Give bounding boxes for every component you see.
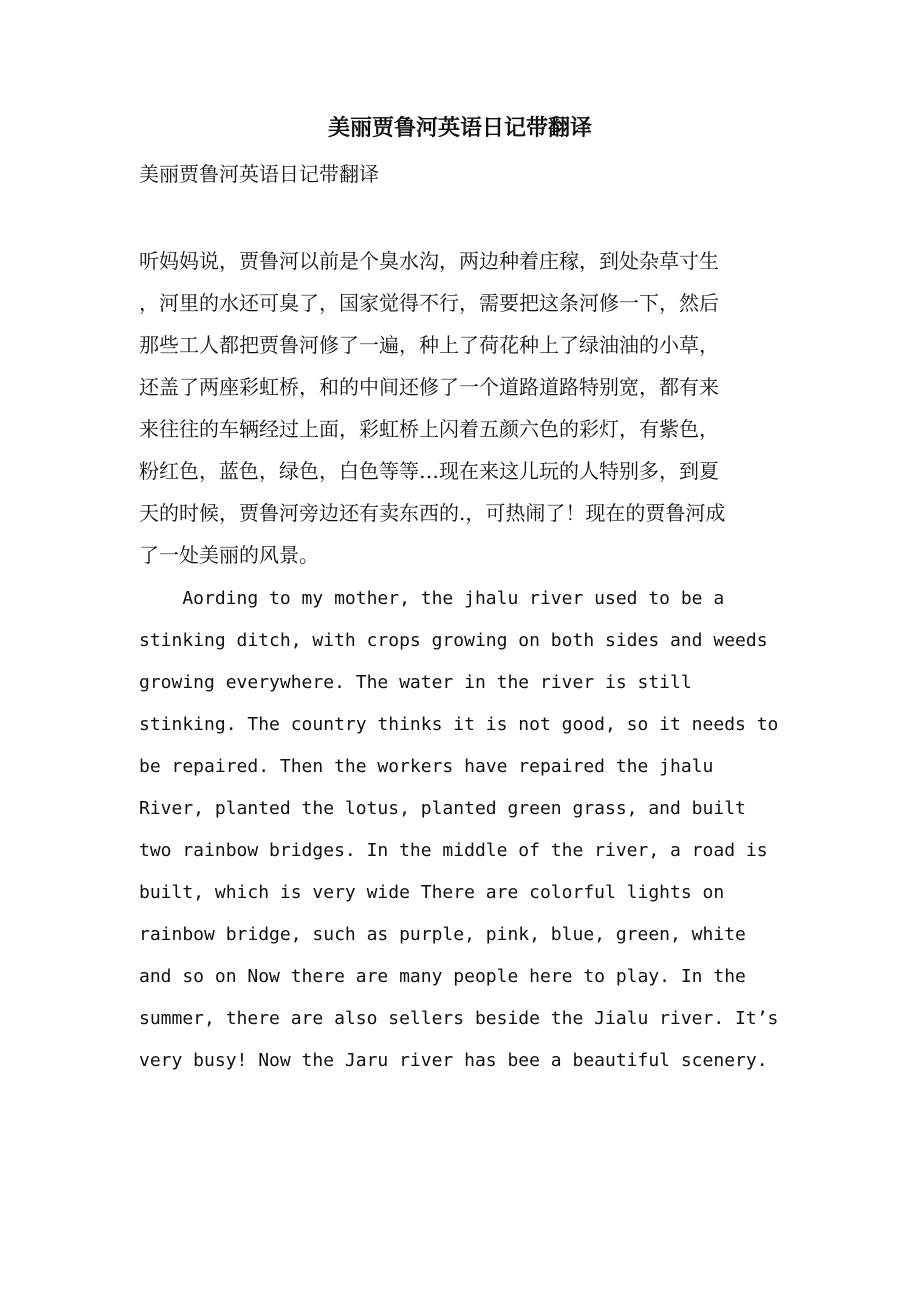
chinese-paragraph [139, 240, 799, 576]
english-paragraph [139, 578, 819, 1082]
english-paragraph-line: and so on Now there are many people here to play. In the [139, 966, 746, 987]
chinese-paragraph-line: 来往往的车辆经过上面，彩虹桥上闪着五颜六色的彩灯，有紫色， [139, 417, 719, 441]
document-title: 美丽贾鲁河英语日记带翻译 [327, 115, 592, 141]
chinese-paragraph-line: 还盖了两座彩虹桥，和的中间还修了一个道路道路特别宽，都有来 [139, 375, 719, 399]
document-subtitle: 美丽贾鲁河英语日记带翻译 [139, 162, 379, 186]
english-paragraph-line: growing everywhere. The water in the river is still [139, 672, 692, 693]
english-paragraph-line: built, which is very wide There are colorful lights on [139, 882, 725, 903]
english-paragraph-line: stinking. The country thinks it is not good, so it needs to [139, 714, 779, 735]
chinese-paragraph-line: 听妈妈说，贾鲁河以前是个臭水沟，两边种着庄稼，到处杂草寸生 [139, 249, 719, 273]
english-paragraph-line: stinking ditch, with crops growing on both sides and weeds [139, 630, 768, 651]
chinese-paragraph-line: 天的时候，贾鲁河旁边还有卖东西的.，可热闹了！现在的贾鲁河成 [139, 501, 726, 525]
english-paragraph-line: Aording to my mother, the jhalu river used to be a [139, 588, 725, 609]
english-paragraph-line: be repaired. Then the workers have repaired the jhalu [139, 756, 714, 777]
chinese-paragraph-line: 那些工人都把贾鲁河修了一遍，种上了荷花种上了绿油油的小草， [139, 333, 719, 357]
english-paragraph-line: summer, there are also sellers beside the Jialu river. It’s [139, 1008, 779, 1029]
english-paragraph-line: very busy! Now the Jaru river has bee a beautiful scenery. [139, 1050, 768, 1071]
english-paragraph-line: River, planted the lotus, planted green grass, and built [139, 798, 746, 819]
chinese-paragraph-line: 了一处美丽的风景。 [139, 543, 319, 567]
english-paragraph-line: rainbow bridge, such as purple, pink, blue, green, white [139, 924, 746, 945]
english-paragraph-line: two rainbow bridges. In the middle of the river, a road is [139, 840, 768, 861]
chinese-paragraph-line: ，河里的水还可臭了，国家觉得不行，需要把这条河修一下，然后 [139, 291, 719, 315]
chinese-paragraph-line: 粉红色，蓝色，绿色，白色等等…现在来这儿玩的人特别多，到夏 [139, 459, 719, 483]
